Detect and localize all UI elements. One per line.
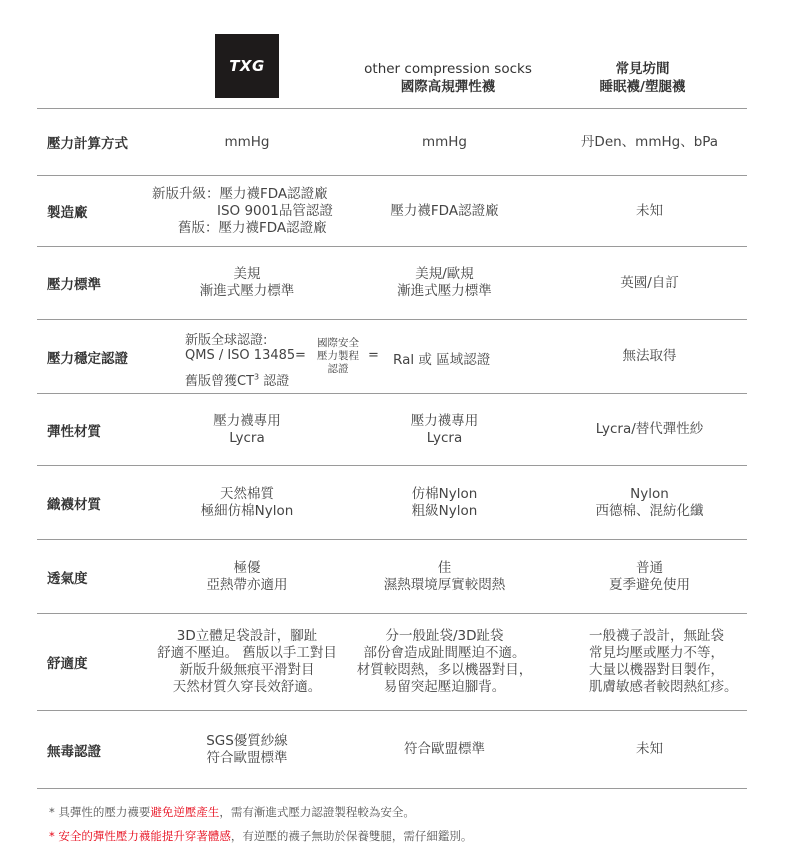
row-standard <box>37 247 747 319</box>
cell-common <box>552 540 747 613</box>
equals-sign: = <box>295 348 306 363</box>
header-other-socks <box>345 60 551 96</box>
cell-txg <box>147 109 347 175</box>
cell-common <box>552 614 747 710</box>
cell-text: 普通 <box>636 559 663 576</box>
cert-mini-text: 壓力製程 <box>317 350 359 362</box>
cell-text: 大量以機器對目製作， <box>589 662 724 678</box>
cell-text: 丹Den、mmHg、bPa <box>580 133 719 150</box>
cell-txg <box>147 614 347 710</box>
row-maker <box>37 176 747 246</box>
cell-text: 舊版：壓力襪FDA認證廠 <box>178 219 327 236</box>
cell-text: 易留突起壓迫腳背。 <box>383 679 506 695</box>
cell-text: 舒適不壓迫。 舊版以手工對目 <box>157 645 337 661</box>
header-common-socks <box>560 60 725 96</box>
cell-other <box>347 711 542 788</box>
cell-text: Lycra/替代彈性紗 <box>595 421 704 437</box>
cell-text: 材質較悶熱，多以機器對目， <box>356 662 533 678</box>
row-nontoxic <box>37 711 747 788</box>
cert-iso: QMS / ISO 13485 <box>185 348 296 363</box>
cell-text: 3D立體足袋設計，腳趾 <box>176 628 318 644</box>
footnote-star: * <box>49 829 59 843</box>
cell-text: Lycra <box>426 429 463 446</box>
header-other-line2: 國際高規彈性襪 <box>400 79 496 95</box>
cell-other <box>347 394 542 465</box>
cell-common <box>552 176 747 246</box>
cert-mini-text: 認證 <box>327 363 349 375</box>
cell-text: 未知 <box>636 741 663 757</box>
cell-text: 部份會造成趾間壓迫不適。 <box>363 645 526 661</box>
cell-other <box>347 109 542 175</box>
cell-txg <box>147 247 347 319</box>
footnote-2 <box>49 824 472 848</box>
row-label: 壓力標準 <box>47 277 101 293</box>
footnotes <box>49 800 472 848</box>
row-label: 織襪材質 <box>47 496 101 513</box>
divider <box>37 788 747 789</box>
cell-txg <box>147 466 347 539</box>
cell-txg <box>147 394 347 465</box>
footnote-highlight: 安全的彈性壓力襪能提升穿著體感 <box>58 829 231 843</box>
cell-text: Lycra <box>229 429 265 446</box>
cell-text: 壓力襪FDA認證廠 <box>390 202 499 219</box>
row-cert <box>37 320 747 393</box>
cert-ct-sup: 3 <box>254 372 260 382</box>
footnote-highlight: 避免逆壓產生 <box>150 805 220 819</box>
header-other-line1: other compression socks <box>364 61 532 77</box>
cell-text: 亞熱帶亦適用 <box>206 576 288 593</box>
cell-other <box>347 614 542 710</box>
cert-ct3 <box>185 370 289 389</box>
row-label: 透氣度 <box>47 570 88 587</box>
cell-txg <box>147 711 347 788</box>
cell-txg <box>147 540 347 613</box>
cert-ral: Ral 或 區域認證 <box>393 352 491 368</box>
footnote-star: * <box>49 805 59 819</box>
cell-text: 極優 <box>233 559 261 576</box>
cell-text: 佳 <box>437 559 452 576</box>
cell-text: 分一般趾袋/3D趾袋 <box>385 628 504 644</box>
cell-text: 新版升級無痕平滑對目 <box>179 662 315 678</box>
row-label: 壓力穩定認證 <box>47 350 128 367</box>
row-label: 壓力計算方式 <box>47 136 128 152</box>
cell-txg <box>152 176 333 246</box>
cell-text: 壓力襪專用 <box>213 412 281 429</box>
cell-other <box>347 247 542 319</box>
logo-text: TXG <box>229 57 265 75</box>
cell-text: 極細仿棉Nylon <box>200 502 294 519</box>
cert-ct-tail: 認證 <box>259 374 290 389</box>
cell-other <box>347 176 542 246</box>
cert-safety-block <box>309 337 367 376</box>
cell-text: 新版升級：壓力襪FDA認證廠 <box>152 185 328 202</box>
cell-text: mmHg <box>421 133 468 150</box>
cell-other <box>347 466 542 539</box>
footnote-text: ，需有漸進式壓力認證製程較為安全。 <box>219 805 415 819</box>
cell-text: 英國/自訂 <box>620 274 679 291</box>
cell-text: 濕熱環境厚實較悶熱 <box>383 576 506 593</box>
cell-common <box>552 394 747 465</box>
cert-global-label: 新版全球認證: <box>185 333 268 348</box>
cell-text: 美規/歐規 <box>415 266 474 282</box>
row-elastic <box>37 394 747 465</box>
cell-text: 天然棉質 <box>220 485 274 502</box>
row-calc <box>37 109 747 175</box>
cell-text: 天然材質久穿長效舒適。 <box>172 679 322 695</box>
cell-text: 漸進式壓力標準 <box>199 283 295 299</box>
cell-text: 一般襪子設計，無趾袋 <box>589 628 724 644</box>
cell-text: ISO 9001品管認證 <box>217 202 333 219</box>
row-label: 製造廠 <box>47 205 88 221</box>
footnote-text: 具彈性的壓力襪要 <box>58 805 151 819</box>
cell-text: 仿棉Nylon <box>411 485 478 502</box>
cell-text: 西德棉、混紡化纖 <box>595 502 704 519</box>
cell-common <box>552 320 747 393</box>
footnote-1 <box>49 800 472 824</box>
cell-text: 符合歐盟標準 <box>404 741 485 757</box>
header-common-line1: 常見坊間 <box>615 61 670 77</box>
row-label: 無毒認證 <box>47 743 101 760</box>
row-label: 彈性材質 <box>47 423 101 440</box>
cell-text: 壓力襪專用 <box>410 412 479 429</box>
cell-text: 漸進式壓力標準 <box>397 283 492 299</box>
cell-text: Nylon <box>630 485 669 502</box>
cell-text: 夏季避免使用 <box>609 576 690 593</box>
cell-text: 肌膚敏感者較悶熱紅疹。 <box>589 679 738 695</box>
cell-text: SGS優質紗線 <box>206 732 288 749</box>
cell-common <box>552 711 747 788</box>
cell-text: 粗級Nylon <box>411 502 478 519</box>
row-breathability <box>37 540 747 613</box>
cell-text: 符合歐盟標準 <box>206 749 288 766</box>
cell-common <box>552 247 747 319</box>
cert-ct-text: 舊版曾獲CT <box>185 374 255 389</box>
equals-sign: = <box>368 348 379 363</box>
cell-common <box>552 109 747 175</box>
cell-text: 美規 <box>233 266 261 282</box>
cell-text: 無法取得 <box>622 348 677 364</box>
footnote-text: ，有逆壓的襪子無助於保養雙腿，需仔細鑑別。 <box>230 829 473 843</box>
cell-other <box>347 540 542 613</box>
cell-text: 未知 <box>636 202 663 219</box>
cell-common <box>552 466 747 539</box>
row-comfort <box>37 614 747 710</box>
cert-equation <box>185 320 505 393</box>
header-common-line2: 睡眠襪/塑腿襪 <box>599 79 686 95</box>
cell-text: 常見均壓或壓力不等， <box>589 645 724 661</box>
row-label: 舒適度 <box>47 656 88 672</box>
txg-logo <box>215 34 279 98</box>
cell-text: mmHg <box>224 133 270 150</box>
row-fabric <box>37 466 747 539</box>
cert-mini-text: 國際安全 <box>317 337 359 349</box>
